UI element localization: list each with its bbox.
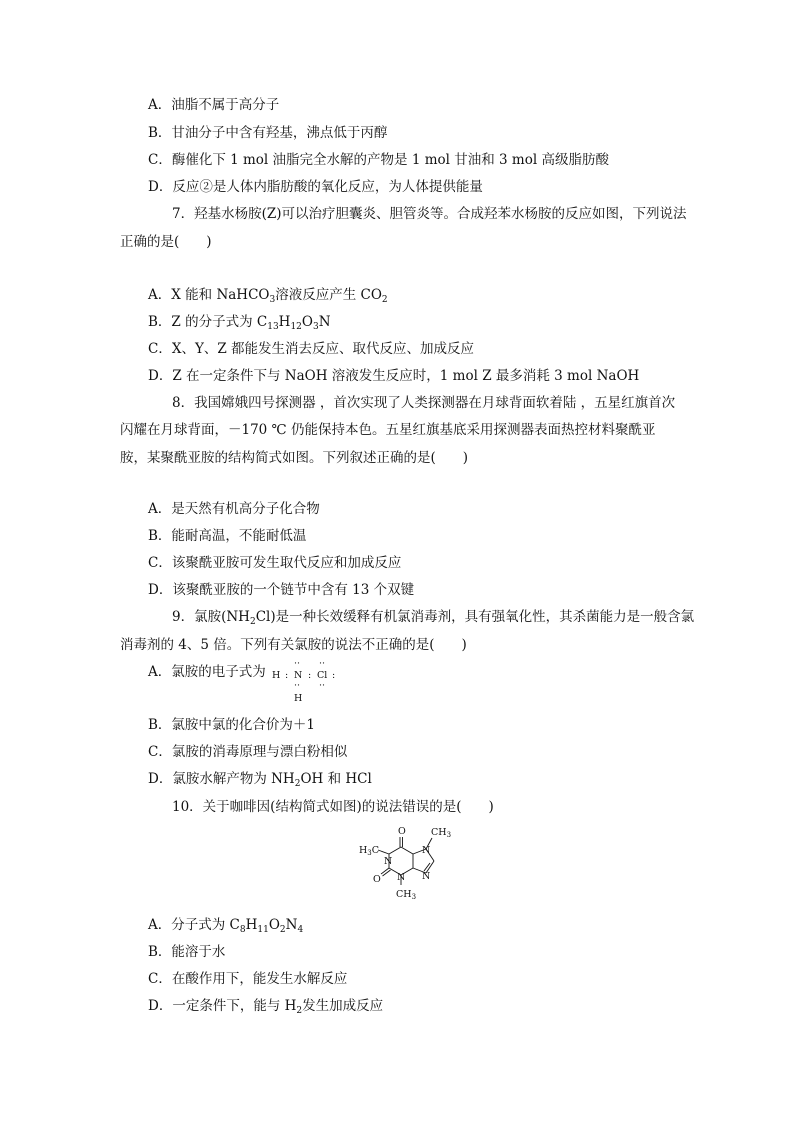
- caffeine-n3: N: [422, 845, 431, 856]
- q8-option-c: C．该聚酰亚胺可发生取代反应和加成反应: [148, 555, 402, 571]
- lewis-cl: Cl: [317, 670, 328, 681]
- caffeine-o-left: O: [373, 874, 381, 885]
- q8-stem-line2: 闪耀在月球背面，－170 ℃ 仍能保持本色。五星红旗基底采用探测器表面热控材料聚酰亚: [120, 422, 656, 438]
- q8-option-a: A．是天然有机高分子化合物: [148, 501, 320, 517]
- lewis-cl-lone-pair-bottom: ··: [319, 680, 326, 691]
- methyl-bond: [378, 850, 389, 854]
- imidazole-double-bond: [424, 863, 430, 871]
- carbonyl-bond: [383, 870, 391, 876]
- lewis-n: N: [294, 670, 303, 681]
- q8-stem-line3: 胺，某聚酰亚胺的结构简式如图。下列叙述正确的是( ): [120, 450, 469, 466]
- lewis-n-bond-pair: ··: [294, 680, 301, 691]
- q7-option-d: D．Z 在一定条件下与 NaOH 溶液发生反应时，1 mol Z 最多消耗 3 mol NaOH: [148, 368, 640, 384]
- q10-option-a: A．分子式为 $C_8H_{11}O_2N_4$: [148, 917, 304, 935]
- q7-option-c: C．X、Y、Z 都能发生消去反应、取代反应、加成反应: [148, 341, 475, 357]
- caffeine-n1: N: [384, 856, 393, 867]
- caffeine-structure: [356, 822, 466, 906]
- caffeine-n4: N: [422, 871, 431, 882]
- q9-stem-line1: 9．氯胺$(NH_2Cl)$是一种长效缓释有机氯消毒剂，具有强氧化性，其杀菌能力是一般含氯: [172, 609, 695, 627]
- q8-option-b: B．能耐高温，不能耐低温: [148, 528, 307, 544]
- caffeine-n2: N: [397, 872, 406, 883]
- lewis-h-left: H: [272, 670, 281, 681]
- lewis-cl-lone-pair-top: ··: [319, 658, 326, 669]
- q7-option-b: B．Z 的分子式为 $C_{13}H_{12}O_3N$: [148, 314, 331, 332]
- carbonyl-bond: [381, 868, 389, 874]
- ring-bond: [389, 847, 401, 854]
- lewis-h-bottom: H: [294, 693, 303, 704]
- q7-stem-line2: 正确的是( ): [120, 234, 212, 250]
- q6-option-c: C．酶催化下 1 mol 油脂完全水解的产物是 1 mol 甘油和 3 mol 高级脂肪酸: [148, 152, 609, 168]
- lewis-dots-ncl: :: [308, 670, 312, 681]
- lewis-cl-lone-pair-right: :: [332, 670, 336, 681]
- q10-option-d: D．一定条件下，能与 $H_2$发生加成反应: [148, 998, 384, 1016]
- chloramine-lewis-structure: [268, 655, 348, 707]
- q7-option-a: A．X 能和 NaHCO$_3$溶液反应产生 $CO_2$: [148, 287, 388, 305]
- q9-option-b: B．氯胺中氯的化合价为＋1: [148, 717, 316, 733]
- q6-option-a: A．油脂不属于高分子: [148, 97, 280, 113]
- caffeine-ch3-top: $CH_3$: [431, 827, 452, 839]
- caffeine-ch3-bottom: $CH_3$: [396, 889, 417, 901]
- q8-stem-line1: 8．我国嫦娥四号探测器 ，首次实现了人类探测器在月球背面软着陆 ，五星红旗首次: [172, 395, 676, 411]
- lewis-n-lone-pair: ··: [294, 658, 301, 669]
- q9-option-c: C．氯胺的消毒原理与漂白粉相似: [148, 744, 348, 760]
- q9-option-a: A．氯胺的电子式为: [148, 664, 266, 680]
- q6-option-b: B．甘油分子中含有羟基，沸点低于丙醇: [148, 125, 388, 141]
- q9-stem-line2: 消毒剂的 4、5 倍。下列有关氯胺的说法不正确的是( ): [120, 637, 467, 653]
- caffeine-ch3-left: $H_3C$: [359, 845, 380, 857]
- caffeine-o-top: O: [398, 826, 406, 837]
- lewis-dots-hn: :: [285, 670, 289, 681]
- q9-option-d: D．氯胺水解产物为 $NH_2OH$ 和 HCl: [148, 771, 372, 789]
- q10-option-c: C．在酸作用下，能发生水解反应: [148, 971, 348, 987]
- q10-stem: 10．关于咖啡因(结构简式如图)的说法错误的是( ): [172, 799, 494, 815]
- q8-option-d: D．该聚酰亚胺的一个链节中含有 13 个双键: [148, 582, 415, 598]
- q7-stem-line1: 7．羟基水杨胺(Z)可以治疗胆囊炎、胆管炎等。合成羟苯水杨胺的反应如图，下列说法: [172, 206, 687, 222]
- ring-bond: [401, 847, 413, 854]
- q6-option-d: D．反应②是人体内脂肪酸的氧化反应，为人体提供能量: [148, 179, 483, 195]
- q10-option-b: B．能溶于水: [148, 944, 226, 960]
